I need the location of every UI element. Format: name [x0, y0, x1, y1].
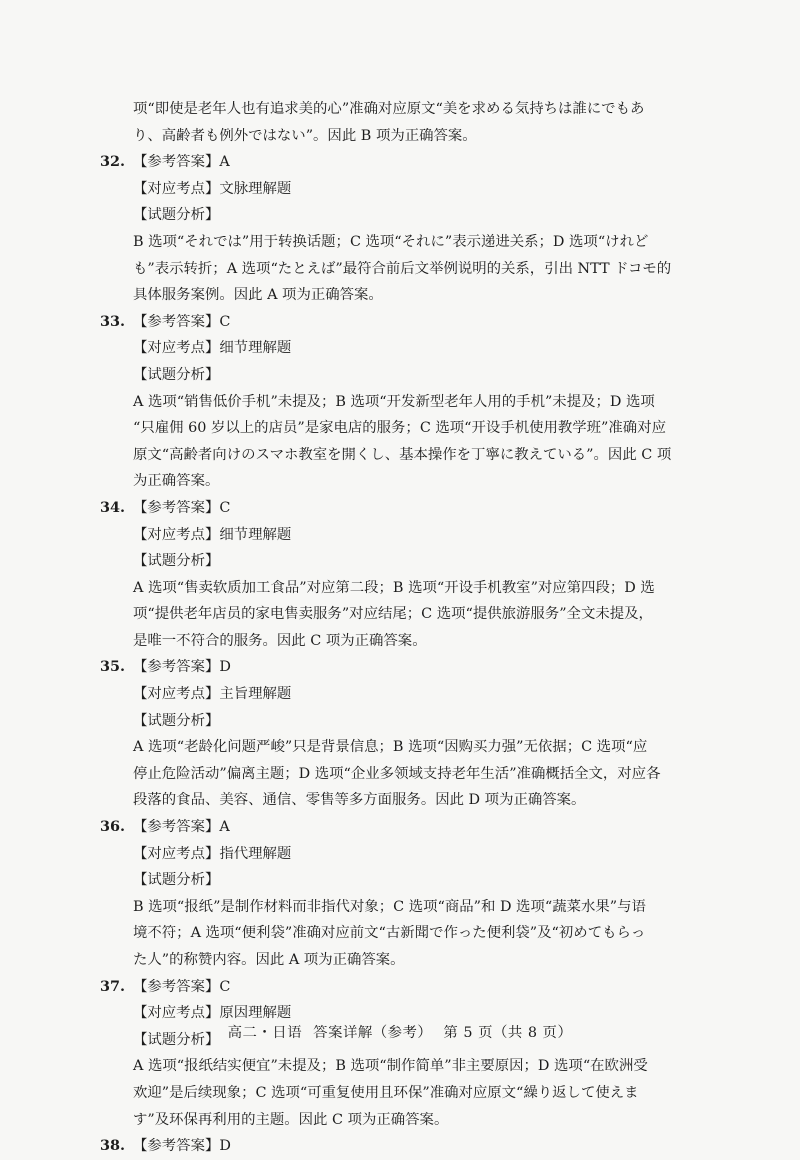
exam-point: 【对应考点】细节理解题	[133, 526, 292, 543]
exam-point: 【对应考点】细节理解题	[133, 340, 292, 357]
analysis-label: 【试题分析】	[133, 553, 220, 570]
analysis-text-line: B 选项“报纸”是制作材料而非指代对象；C 选项“商品”和 D 选项“蔬菜水果”与语	[133, 898, 646, 915]
question-number: 35.	[100, 658, 126, 676]
analysis-text-line: 是唯一不符合的服务。因此 C 项为正确答案。	[133, 632, 427, 649]
footer-doc-title: 答案详解（参考）	[313, 1025, 433, 1041]
analysis-text-line: A 选项“售卖软质加工食品”对应第二段；B 选项“开设手机教室”对应第四段；D 选	[133, 579, 655, 596]
exam-point: 【对应考点】指代理解题	[133, 845, 292, 862]
reference-answer: 【参考答案】C	[133, 499, 231, 516]
analysis-text-line: 停止危险活动”偏离主题；D 选项“企业多领域支持老年生活”准确概括全文，对应各	[133, 765, 661, 782]
reference-answer: 【参考答案】C	[133, 978, 231, 995]
analysis-text-line: す”及环保再利用的主题。因此 C 项为正确答案。	[133, 1111, 449, 1128]
analysis-text-line: も”表示转折；A 选项“たとえば”最符合前后文举例说明的关系，引出 NTT ドコモ的	[133, 260, 672, 277]
analysis-text-line: た人”的称赞内容。因此 A 项为正确答案。	[133, 952, 405, 968]
reference-answer: 【参考答案】D	[133, 1138, 231, 1155]
question-answer-row	[0, 149, 800, 176]
question-answer-row	[0, 814, 800, 841]
exam-point: 【对应考点】原因理解题	[133, 1005, 292, 1022]
analysis-text-line: 原文“高齢者向けのスマホ教室を開くし、基本操作を丁寧に教えている”。因此 C 项	[133, 446, 672, 463]
analysis-label: 【试题分析】	[133, 712, 220, 729]
question-answer-row	[0, 974, 800, 1001]
question-number: 36.	[100, 818, 126, 836]
analysis-text-line: “只雇佣 60 岁以上的店员”是家电店的服务；C 选项“开设手机使用教学班”准确对应	[133, 420, 666, 437]
analysis-label: 【试题分析】	[133, 366, 220, 383]
question-number: 37.	[100, 977, 126, 995]
footer-course: 高二・日语	[227, 1025, 303, 1041]
analysis-text-line: B 选项“それでは”用于转换话题；C 选项“それに”表示递进关系；D 选项“けれど	[133, 233, 649, 250]
reference-answer: 【参考答案】A	[133, 154, 230, 171]
question-number: 32.	[100, 153, 126, 171]
question-answer-row	[0, 1133, 800, 1160]
reference-answer: 【参考答案】C	[133, 313, 231, 330]
analysis-label: 【试题分析】	[133, 1031, 220, 1048]
analysis-text-line: 欢迎”是后续现象；C 选项“可重复使用且环保”准确对应原文“繰り返して使えま	[133, 1084, 639, 1101]
exam-point: 【对应考点】主旨理解题	[133, 686, 292, 703]
analysis-text-line: 项“提供老年店员的家电售卖服务”对应结尾；C 选项“提供旅游服务”全文未提及，	[133, 606, 653, 623]
question-answer-row	[0, 495, 800, 522]
analysis-text-line: A 选项“销售低价手机”未提及；B 选项“开发新型老年人用的手机”未提及；D 选项	[133, 393, 655, 410]
analysis-text-line: A 选项“老龄化问题严峻”只是背景信息；B 选项“因购买力强”无依据；C 选项“应	[133, 739, 648, 756]
question-number: 38.	[100, 1137, 126, 1155]
analysis-text-line: 段落的食品、美容、通信、零售等多方面服务。因此 D 项为正确答案。	[133, 792, 586, 809]
intro-text-line: り、高齢者も例外ではない”。因此 B 项为正确答案。	[133, 127, 477, 144]
answer-explanations	[0, 96, 800, 1160]
question-answer-row	[0, 309, 800, 336]
analysis-text-line: A 选项“报纸结实便宜”未提及；B 选项“制作简单”非主要原因；D 选项“在欧洲受	[133, 1058, 648, 1075]
question-number: 34.	[100, 498, 126, 516]
analysis-text-line: 具体服务案例。因此 A 项为正确答案。	[133, 287, 383, 304]
page-footer	[0, 1021, 800, 1042]
footer-page-number: 第 5 页（共 8 页）	[443, 1025, 573, 1041]
question-answer-row	[0, 654, 800, 681]
intro-text-line: 项“即使是老年人也有追求美的心”准确对应原文“美を求める気持ちは誰にでもあ	[133, 101, 645, 117]
analysis-text-line: 境不符；A 选项“便利袋”准确对应前文“古新聞で作った便利袋”及“初めてもらっ	[133, 925, 646, 942]
analysis-label: 【试题分析】	[133, 872, 220, 889]
reference-answer: 【参考答案】D	[133, 659, 231, 676]
reference-answer: 【参考答案】A	[133, 819, 230, 836]
question-number: 33.	[100, 312, 126, 330]
exam-point: 【对应考点】文脉理解题	[133, 180, 292, 197]
analysis-label: 【试题分析】	[133, 207, 220, 224]
analysis-text-line: 为正确答案。	[133, 473, 220, 490]
